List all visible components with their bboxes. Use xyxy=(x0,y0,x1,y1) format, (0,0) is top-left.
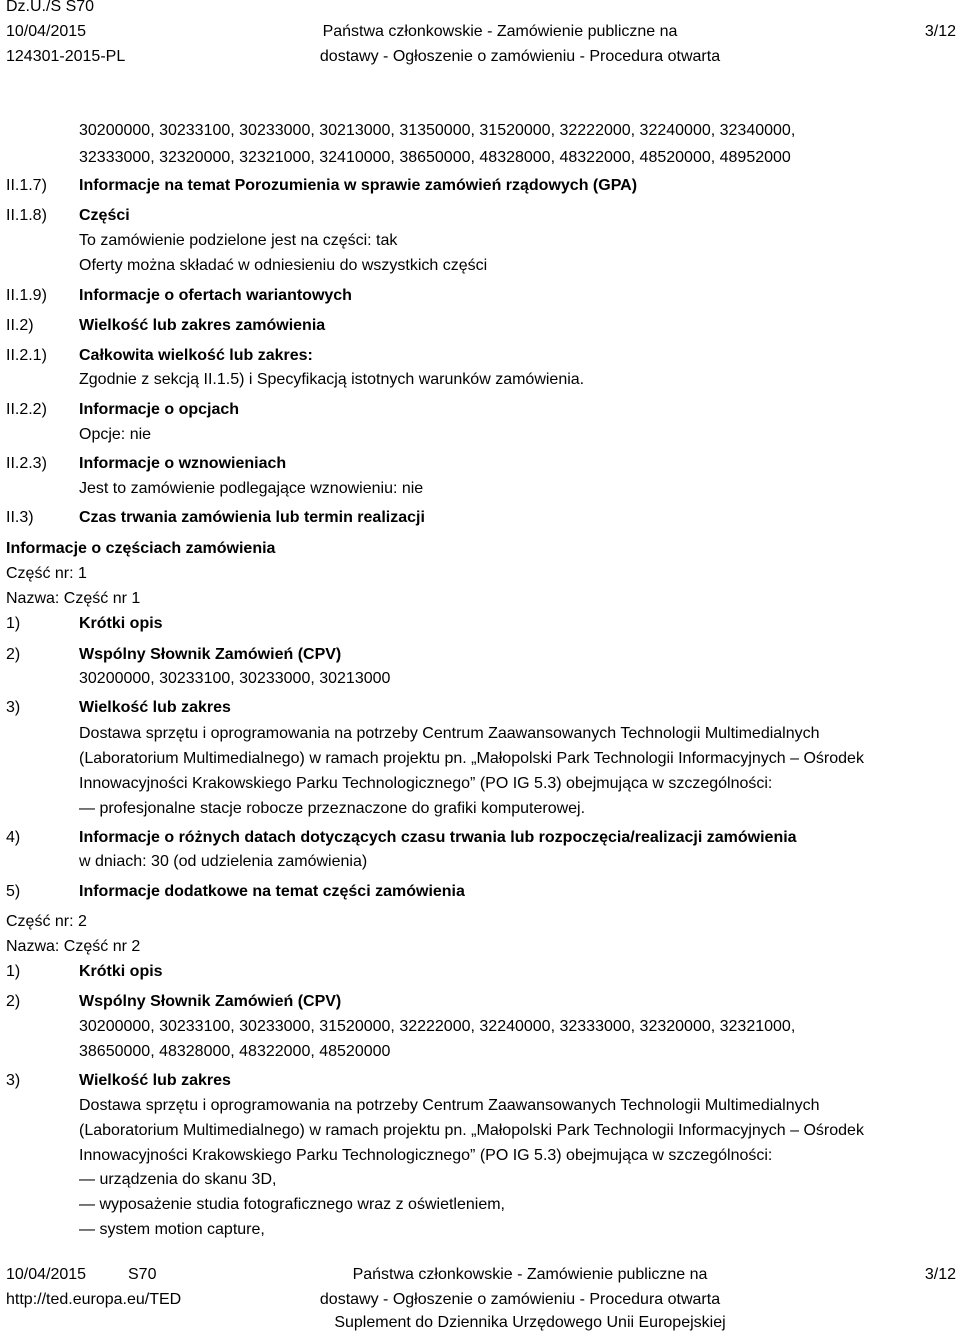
part2-item2-number: 2) xyxy=(6,993,21,1010)
part1-dates-text: w dniach: 30 (od udzielenia zamówienia) xyxy=(79,853,368,870)
part1-item1-number: 1) xyxy=(6,615,21,632)
section-number-ii21: II.2.1) xyxy=(6,347,47,364)
part2-cpv-codes: 38650000, 48328000, 48322000, 48520000 xyxy=(79,1043,391,1060)
header-notice-id: 124301-2015-PL xyxy=(6,48,126,65)
part2-scope-bullet: — system motion capture, xyxy=(79,1221,265,1238)
part1-cpv-codes: 30200000, 30233100, 30233000, 30213000 xyxy=(79,670,391,687)
part1-item4-number: 4) xyxy=(6,829,21,846)
renewals-text: Jest to zamówienie podlegające wznowieniu: nie xyxy=(79,480,424,497)
part1-item2-number: 2) xyxy=(6,646,21,663)
part1-scope-line: Innowacyjności Krakowskiego Parku Technologicznego” (PO IG 5.3) obejmująca w szczególności: xyxy=(79,775,773,792)
header-date: 10/04/2015 xyxy=(6,23,87,40)
footer-code: S70 xyxy=(128,1266,157,1283)
part1-scope-line: Dostawa sprzętu i oprogramowania na potrzeby Centrum Zaawansowanych Technologii Multimedialnych xyxy=(79,725,820,742)
part2-cpv-title: Wspólny Słownik Zamówień (CPV) xyxy=(79,993,342,1010)
section-title-gpa: Informacje na temat Porozumienia w sprawie zamówień rządowych (GPA) xyxy=(79,177,638,194)
parts-offers-text: Oferty można składać w odniesieniu do wszystkich części xyxy=(79,257,488,274)
section-title-duration: Czas trwania zamówienia lub termin realizacji xyxy=(79,509,425,526)
part1-cpv-title: Wspólny Słownik Zamówień (CPV) xyxy=(79,646,342,663)
section-title-total-scope: Całkowita wielkość lub zakres: xyxy=(79,347,313,364)
section-number-ii18: II.1.8) xyxy=(6,207,47,224)
part2-scope-bullet: — urządzenia do skanu 3D, xyxy=(79,1171,277,1188)
part1-item5-number: 5) xyxy=(6,883,21,900)
part1-short-description-title: Krótki opis xyxy=(79,615,163,632)
part1-additional-info-title: Informacje dodatkowe na temat części zamówienia xyxy=(79,883,465,900)
section-number-ii3: II.3) xyxy=(6,509,34,526)
footer-date: 10/04/2015 xyxy=(6,1266,87,1283)
section-number-ii2: II.2) xyxy=(6,317,34,334)
part1-scope-title: Wielkość lub zakres xyxy=(79,699,231,716)
part2-short-description-title: Krótki opis xyxy=(79,963,163,980)
header-title-line1: Państwa członkowskie - Zamówienie publiczne na xyxy=(322,23,678,40)
section-title-parts: Części xyxy=(79,207,130,224)
part2-item3-number: 3) xyxy=(6,1072,21,1089)
part1-dates-title: Informacje o różnych datach dotyczących czasu trwania lub rozpoczęcia/realizacji zamówienia xyxy=(79,829,797,846)
part2-scope-title: Wielkość lub zakres xyxy=(79,1072,231,1089)
section-number-ii17: II.1.7) xyxy=(6,177,47,194)
part1-scope-line: (Laboratorium Multimedialnego) w ramach projektu pn. „Małopolski Park Technologii Informacyjnych – Ośrodek xyxy=(79,750,864,767)
header-page-number: 3/12 xyxy=(924,23,956,40)
section-number-ii23: II.2.3) xyxy=(6,455,47,472)
part2-scope-line: (Laboratorium Multimedialnego) w ramach projektu pn. „Małopolski Park Technologii Informacyjnych – Ośrodek xyxy=(79,1122,864,1139)
section-number-ii22: II.2.2) xyxy=(6,401,47,418)
section-title-options: Informacje o opcjach xyxy=(79,401,240,418)
part2-item1-number: 1) xyxy=(6,963,21,980)
section-number-ii19: II.1.9) xyxy=(6,287,47,304)
part1-item3-number: 3) xyxy=(6,699,21,716)
part1-scope-bullet: — profesjonalne stacje robocze przeznaczone do grafiki komputerowej. xyxy=(79,800,586,817)
part2-number: Część nr: 2 xyxy=(6,913,87,930)
footer-supplement-line: Suplement do Dziennika Urzędowego Unii Europejskiej xyxy=(334,1314,726,1331)
part2-scope-bullet: — wyposażenie studia fotograficznego wraz z oświetleniem, xyxy=(79,1196,505,1213)
parts-divided-text: To zamówienie podzielone jest na części: tak xyxy=(79,232,398,249)
footer-title-line2: dostawy - Ogłoszenie o zamówieniu - Procedura otwarta xyxy=(319,1291,721,1308)
part2-cpv-codes: 30200000, 30233100, 30233000, 31520000, 32222000, 32240000, 32333000, 32320000, 32321000, xyxy=(79,1018,796,1035)
section-title-variants: Informacje o ofertach wariantowych xyxy=(79,287,352,304)
footer-title-line1: Państwa członkowskie - Zamówienie publiczne na xyxy=(352,1266,708,1283)
footer-page-number: 3/12 xyxy=(924,1266,956,1283)
part1-number: Część nr: 1 xyxy=(6,565,87,582)
part2-scope-line: Dostawa sprzętu i oprogramowania na potrzeby Centrum Zaawansowanych Technologii Multimedialnych xyxy=(79,1097,820,1114)
total-scope-text: Zgodnie z sekcją II.1.5) i Specyfikacją istotnych warunków zamówienia. xyxy=(79,371,585,388)
cpv-line-2: 32333000, 32320000, 32321000, 32410000, 38650000, 48328000, 48322000, 48520000, 48952000 xyxy=(79,149,791,166)
section-title-scope: Wielkość lub zakres zamówienia xyxy=(79,317,326,334)
part2-scope-line: Innowacyjności Krakowskiego Parku Technologicznego” (PO IG 5.3) obejmująca w szczególności: xyxy=(79,1147,773,1164)
part1-name: Nazwa: Część nr 1 xyxy=(6,590,141,607)
header-journal-ref: Dz.U./S S70 xyxy=(6,0,95,15)
options-text: Opcje: nie xyxy=(79,426,152,443)
part2-name: Nazwa: Część nr 2 xyxy=(6,938,141,955)
footer-url-link[interactable]: http://ted.europa.eu/TED xyxy=(6,1291,182,1308)
cpv-line-1: 30200000, 30233100, 30233000, 30213000, 31350000, 31520000, 32222000, 32240000, 32340000, xyxy=(79,122,796,139)
header-title-line2: dostawy - Ogłoszenie o zamówieniu - Procedura otwarta xyxy=(319,48,721,65)
section-title-renewals: Informacje o wznowieniach xyxy=(79,455,287,472)
parts-heading: Informacje o częściach zamówienia xyxy=(6,540,276,557)
